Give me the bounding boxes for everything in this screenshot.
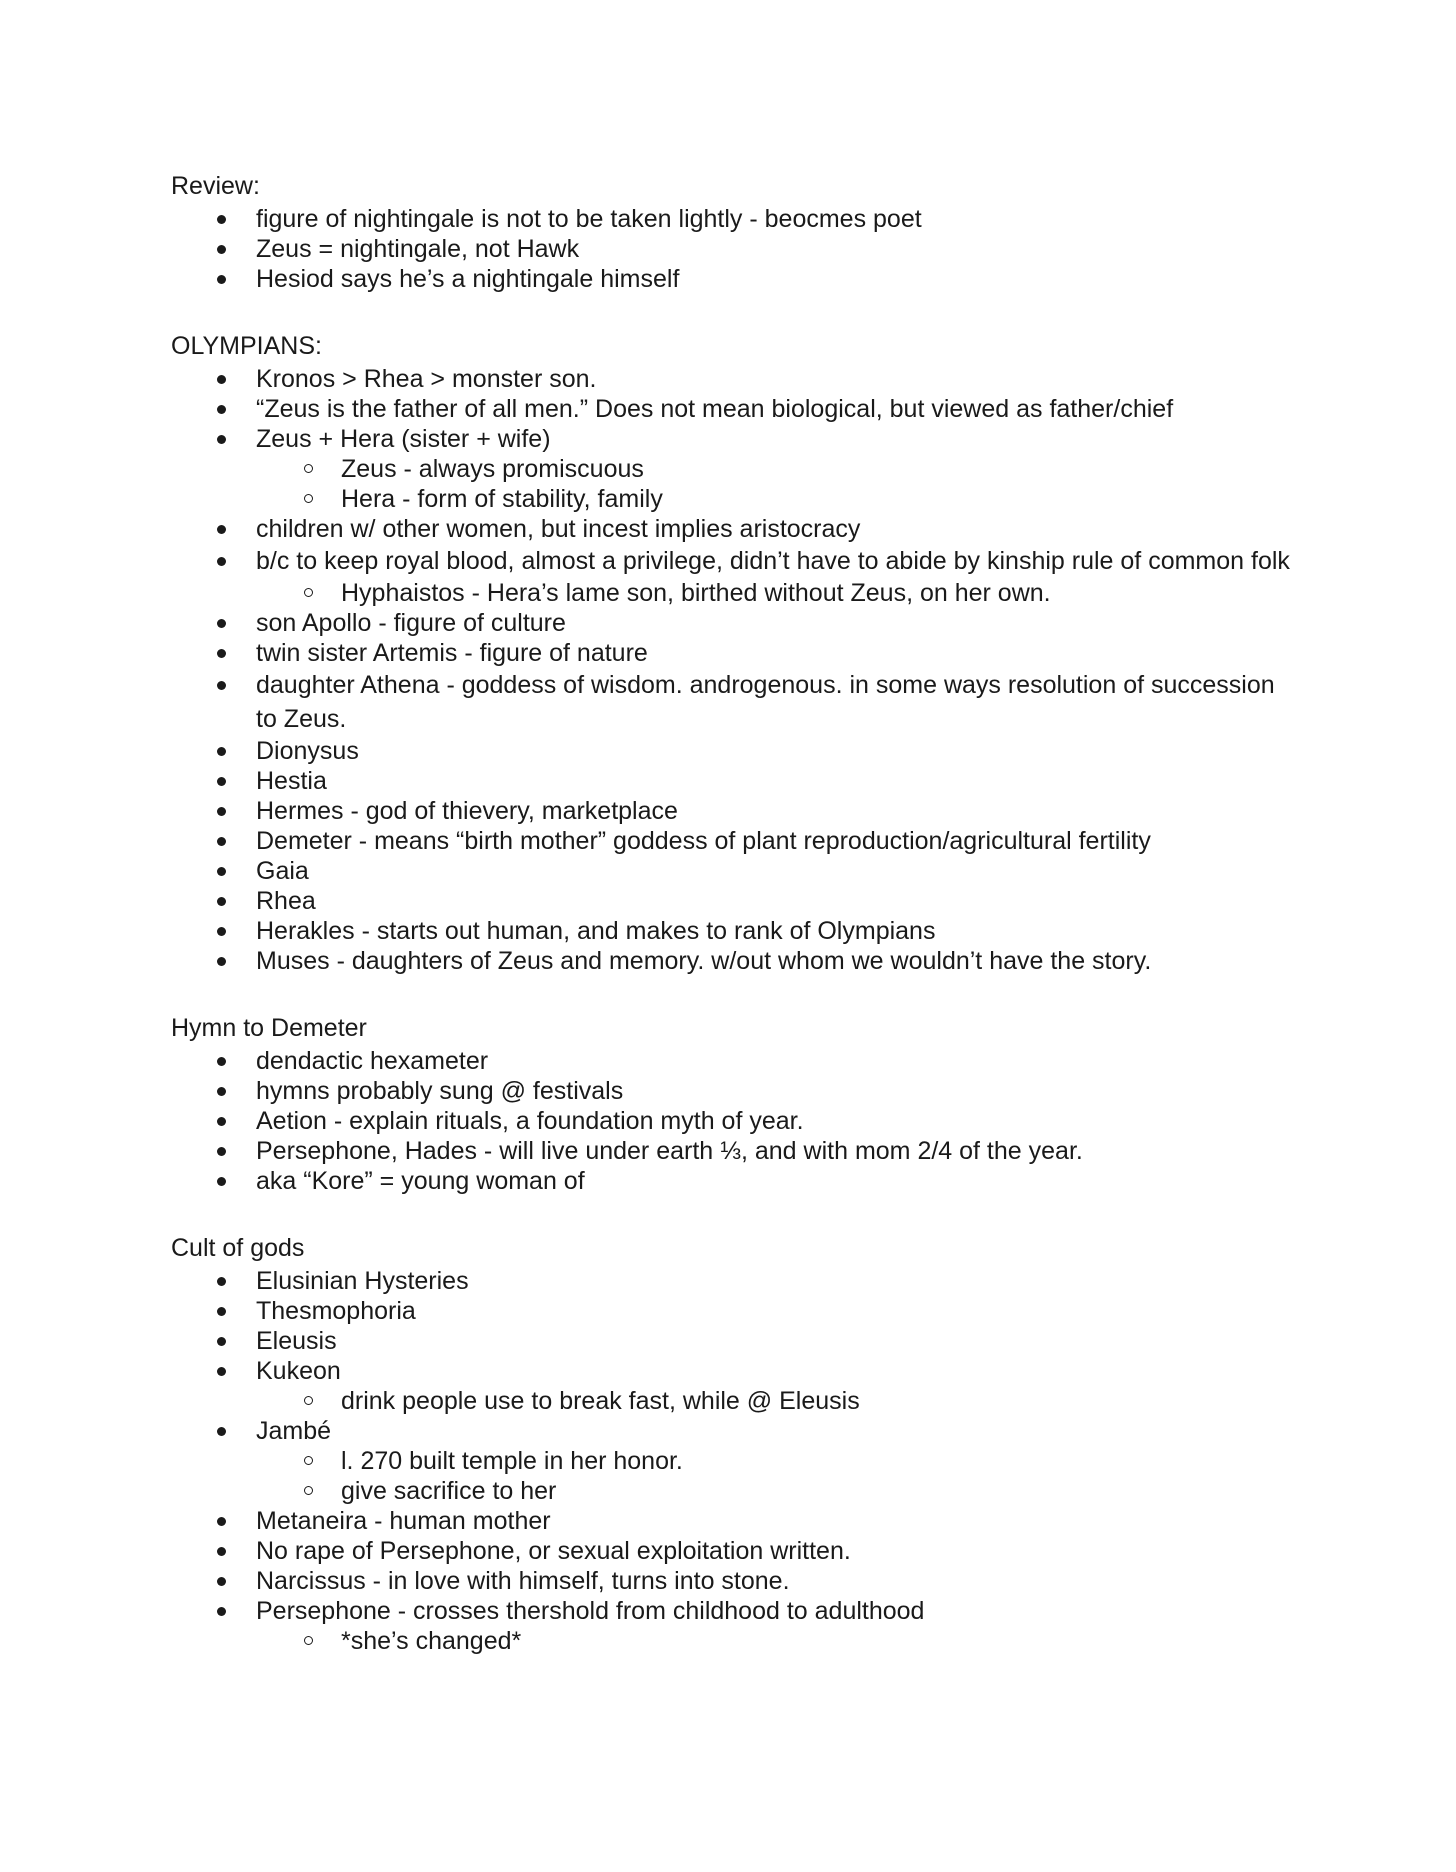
sub-list-item: drink people use to break fast, while @ Eleusis xyxy=(171,1386,1291,1416)
section-heading: Review: xyxy=(171,172,260,200)
list-item: children w/ other women, but incest implies aristocracy xyxy=(171,514,1291,544)
list-item: Kukeon xyxy=(171,1356,1291,1386)
section-heading: Hymn to Demeter xyxy=(171,1014,367,1042)
list-item: Elusinian Hysteries xyxy=(171,1266,1291,1296)
list-item: Jambé xyxy=(171,1416,1291,1446)
list-item: Hestia xyxy=(171,766,1291,796)
sub-list-item: Hyphaistos - Hera’s lame son, birthed without Zeus, on her own. xyxy=(171,578,1291,608)
section-heading: OLYMPIANS: xyxy=(171,332,322,360)
list-item: figure of nightingale is not to be taken lightly - beocmes poet xyxy=(171,204,1291,234)
list-item: No rape of Persephone, or sexual exploitation written. xyxy=(171,1536,1291,1566)
document-body xyxy=(171,168,1291,1690)
section-heading: Cult of gods xyxy=(171,1234,305,1262)
sub-list-item: give sacrifice to her xyxy=(171,1476,1291,1506)
list-item: Zeus = nightingale, not Hawk xyxy=(171,234,1291,264)
list-item: Aetion - explain rituals, a foundation myth of year. xyxy=(171,1106,1291,1136)
list-item: Persephone - crosses thershold from childhood to adulthood xyxy=(171,1596,1291,1626)
sub-list-item: l. 270 built temple in her honor. xyxy=(171,1446,1291,1476)
list-item: Hesiod says he’s a nightingale himself xyxy=(171,264,1291,294)
list-item: Muses - daughters of Zeus and memory. w/out whom we wouldn’t have the story. xyxy=(171,946,1291,976)
list-item: twin sister Artemis - figure of nature xyxy=(171,638,1291,668)
list-item: Eleusis xyxy=(171,1326,1291,1356)
list-item: b/c to keep royal blood, almost a privilege, didn’t have to abide by kinship rule of common folk xyxy=(171,544,1291,578)
list-item: Dionysus xyxy=(171,736,1291,766)
list-item: “Zeus is the father of all men.” Does not mean biological, but viewed as father/chief xyxy=(171,394,1291,424)
list-item: Metaneira - human mother xyxy=(171,1506,1291,1536)
section xyxy=(171,1230,1291,1656)
list-item: daughter Athena - goddess of wisdom. androgenous. in some ways resolution of succession to Zeus. xyxy=(171,668,1291,736)
list-item: son Apollo - figure of culture xyxy=(171,608,1291,638)
list-item: Kronos > Rhea > monster son. xyxy=(171,364,1291,394)
list-item: Herakles - starts out human, and makes to rank of Olympians xyxy=(171,916,1291,946)
list-item: Zeus + Hera (sister + wife) xyxy=(171,424,1291,454)
list-item: Gaia xyxy=(171,856,1291,886)
list-item: dendactic hexameter xyxy=(171,1046,1291,1076)
section xyxy=(171,168,1291,294)
list-item: Hermes - god of thievery, marketplace xyxy=(171,796,1291,826)
sub-list-item: Zeus - always promiscuous xyxy=(171,454,1291,484)
list-item: Persephone, Hades - will live under earth ⅓, and with mom 2/4 of the year. xyxy=(171,1136,1291,1166)
list-item: Narcissus - in love with himself, turns into stone. xyxy=(171,1566,1291,1596)
section xyxy=(171,1010,1291,1196)
list-item: aka “Kore” = young woman of xyxy=(171,1166,1291,1196)
sub-list-item: *she’s changed* xyxy=(171,1626,1291,1656)
list-item: Demeter - means “birth mother” goddess of plant reproduction/agricultural fertility xyxy=(171,826,1291,856)
sub-list-item: Hera - form of stability, family xyxy=(171,484,1291,514)
list-item: hymns probably sung @ festivals xyxy=(171,1076,1291,1106)
list-item: Thesmophoria xyxy=(171,1296,1291,1326)
list-item: Rhea xyxy=(171,886,1291,916)
section xyxy=(171,328,1291,976)
